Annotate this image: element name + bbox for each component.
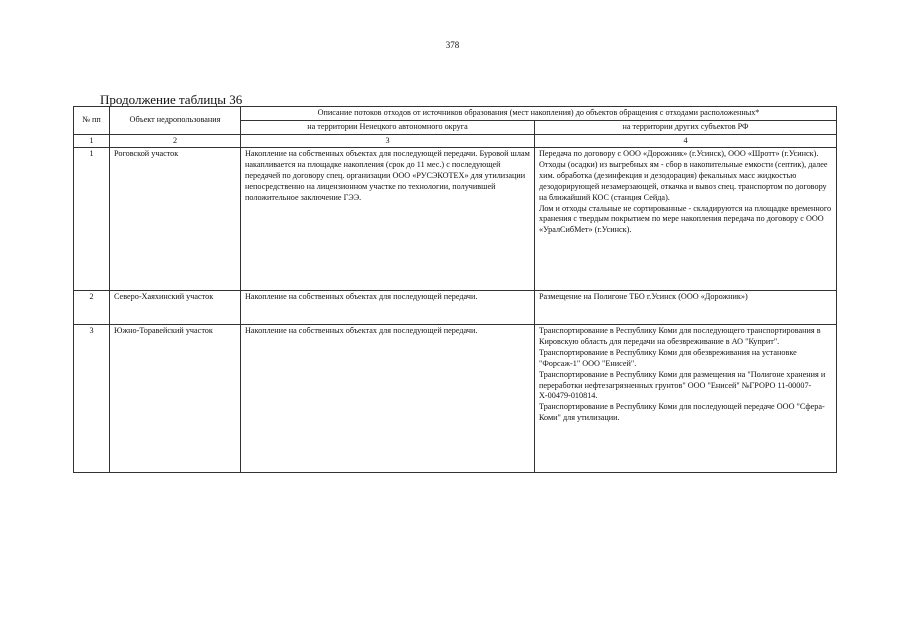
header-other-regions: на территории других субъектов РФ: [535, 120, 837, 134]
table-caption: Продолжение таблицы 36: [100, 92, 243, 107]
column-number: 3: [241, 134, 535, 148]
nao-description: [241, 325, 535, 473]
nao-text: Накопление на собственных объектах для последующей передачи. Буровой шлам накапливается на площадке накопления (срок до 11 мес.) с последующей передачей по договору спец. организации ООО «РУСЭКОТЕХ» для утилизации непосредственно на лицензионном участке по технологии, получившей положительное заключение ГЭЭ.: [245, 149, 530, 202]
header-nao: на территории Ненецкого автономного округа: [241, 120, 535, 134]
nao-text: Накопление на собственных объектах для последующей передачи.: [245, 326, 478, 336]
other-text: Передача по договору с ООО «Дорожник» (г.Усинск), ООО «Шротт» (г.Усинск).: [539, 149, 819, 159]
other-regions-description: [535, 148, 837, 291]
column-number: 2: [110, 134, 241, 148]
table-row: [74, 325, 837, 473]
other-text: Лом и отходы стальные не сортированные - складируются на площадке временного хранения с твердым покрытием по мере накопления передача по договору с ООО «УралСибМет» (г.Усинск).: [539, 203, 832, 235]
object-name: Северо-Хаяхинский участок: [110, 291, 241, 325]
other-regions-description: [535, 291, 837, 325]
nao-description: [241, 148, 535, 291]
row-number: 1: [74, 148, 110, 291]
other-text: Транспортирование в Республику Коми для последующей передаче ООО "Сфера-Коми" для утилизации.: [539, 402, 825, 423]
header-object: Объект недропользования: [110, 107, 241, 135]
table-row: [74, 148, 837, 291]
waste-flow-table: [73, 106, 837, 473]
other-text: Размещение на Полигоне ТБО г.Усинск (ООО «Дорожник»): [539, 292, 748, 302]
other-text: Транспортирование в Республику Коми для размещения на "Полигоне хранения и переработки нефтезагрязненных грунтов" ООО "Енисей" №ГРОРО 11-00007-Х-00479-010814.: [539, 369, 826, 401]
table-row: [74, 291, 837, 325]
header-row-1: [74, 107, 837, 121]
row-number: 2: [74, 291, 110, 325]
column-number: 1: [74, 134, 110, 148]
column-number-row: [74, 134, 837, 148]
nao-text: Накопление на собственных объектах для последующей передачи.: [245, 292, 478, 302]
header-num: № пп: [74, 107, 110, 135]
header-description: Описание потоков отходов от источников образования (мест накопления) до объектов обращения с отходами расположенных*: [241, 107, 837, 121]
object-name: Южно-Торавейский участок: [110, 325, 241, 473]
nao-description: [241, 291, 535, 325]
other-text: Отходы (осадки) из выгребных ям - сбор в накопительные емкости (септик), далее хим. обработка (дезинфекция и дезодорация) фекальных масс жидкостью дезодорирующей незамерзающей, откачка и вывоз спец. транспортом по договору на ближайший КОС (станция Сейда).: [539, 160, 828, 202]
object-name: Роговской участок: [110, 148, 241, 291]
column-number: 4: [535, 134, 837, 148]
page-number: 378: [445, 40, 460, 50]
other-regions-description: [535, 325, 837, 473]
other-text: Транспортирование в Республику Коми для последующего транспортирования в Кировскую область для передачи на обезвреживание в АО "Куприт".: [539, 326, 821, 347]
row-number: 3: [74, 325, 110, 473]
other-text: Транспортирование в Республику Коми для обезвреживания на установке "Форсаж-1" ООО "Енисей".: [539, 348, 797, 368]
